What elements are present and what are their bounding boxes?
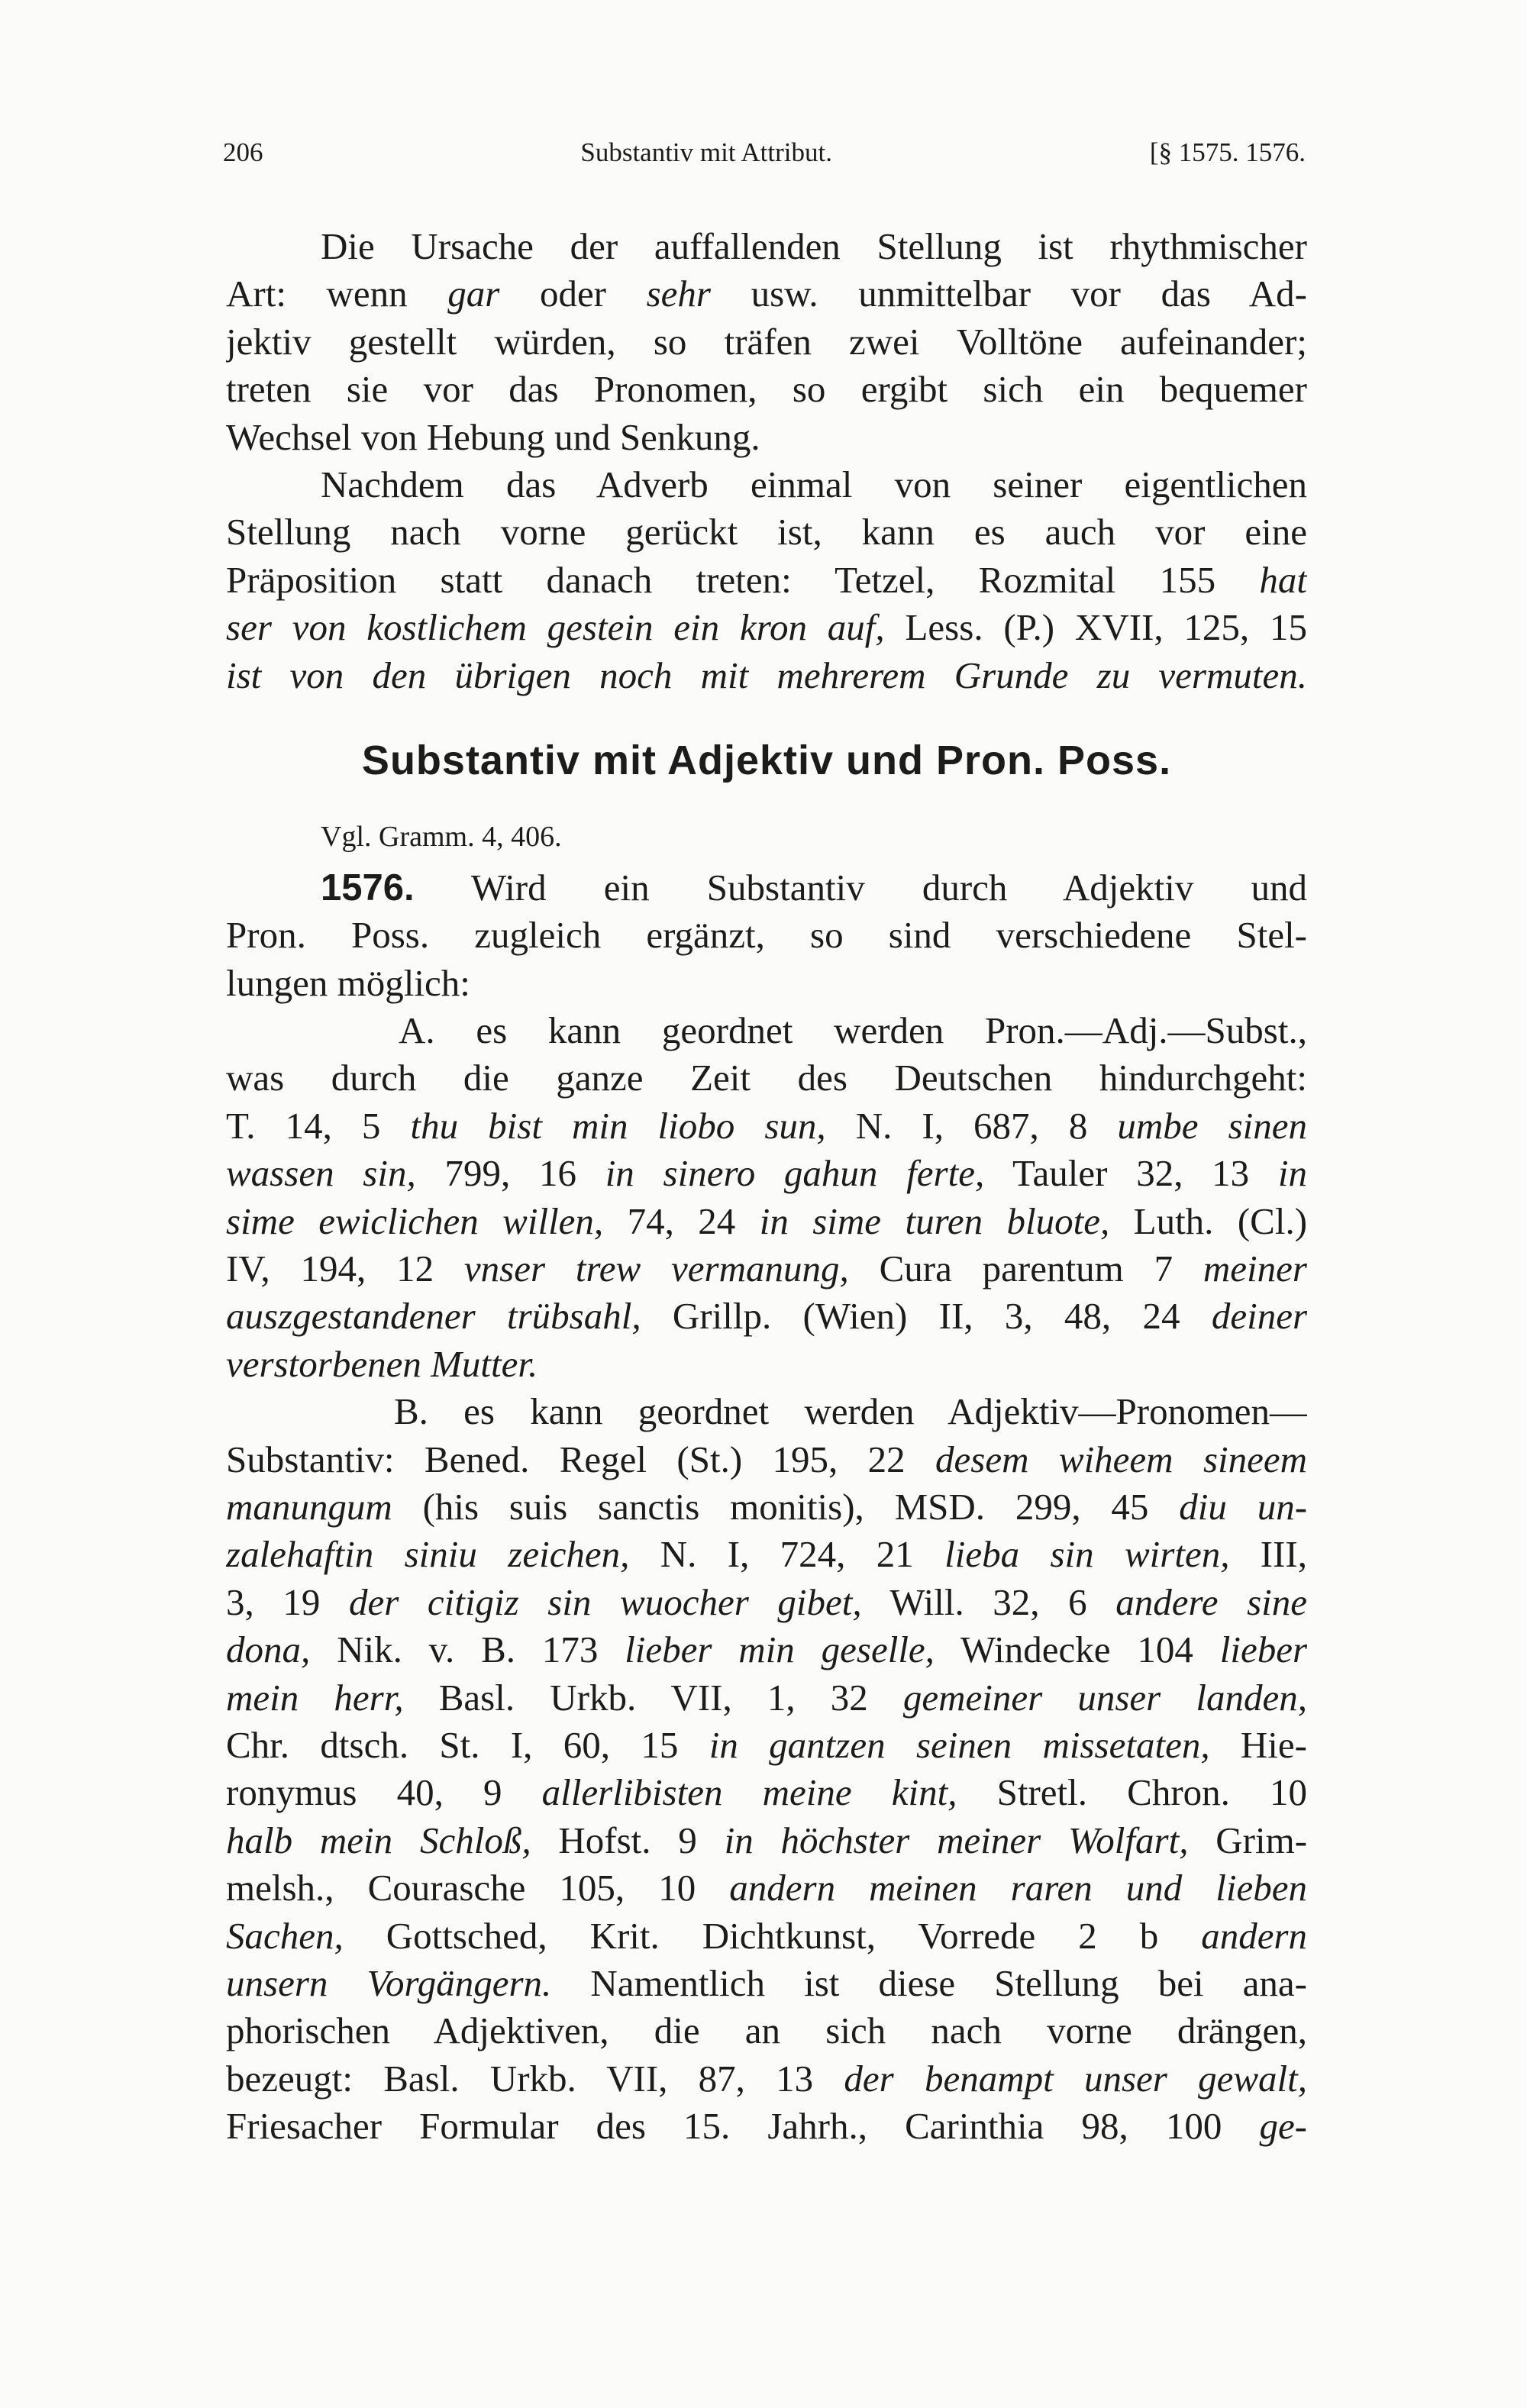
text-line: 1576. Wird ein Substantiv durch Adjektiv und	[321, 866, 1307, 909]
text-line: wassen sin, 799, 16 in sinero gahun ferte, Tauler 32, 13 in	[226, 1152, 1307, 1195]
text-line: zalehaftin siniu zeichen, N. I, 724, 21 lieba sin wirten, III,	[226, 1533, 1307, 1576]
text-line: Stellung nach vorne gerückt ist, kann es auch vor eine	[226, 511, 1307, 554]
running-head	[223, 137, 1306, 168]
text-line: unsern Vorgängern. Namentlich ist diese Stellung bei ana-	[226, 1961, 1307, 2004]
text-line: jektiv gestellt würden, so träfen zwei Volltöne aufeinander;	[226, 320, 1307, 363]
text-line: halb mein Schloß, Hofst. 9 in höchster meiner Wolfart, Grim-	[226, 1819, 1307, 1861]
paragraph-number: 1576.	[321, 867, 415, 909]
page-number: 206	[223, 137, 263, 167]
text-line: ser von kostlichem gestein ein kron auf, Less. (P.) XVII, 125, 15	[226, 606, 1307, 649]
text-line: sime ewiclichen willen, 74, 24 in sime turen bluote, Luth. (Cl.)	[226, 1199, 1307, 1242]
text-line: Präposition statt danach treten: Tetzel, Rozmital 155 hat	[226, 558, 1307, 601]
text-line: manungum (his suis sanctis monitis), MSD. 299, 45 diu un-	[226, 1485, 1307, 1528]
body-text	[226, 223, 1307, 2150]
text-line: Art: wenn gar oder sehr usw. unmittelbar vor das Ad-	[226, 273, 1307, 315]
text-line: mein herr, Basl. Urkb. VII, 1, 32 gemeiner unser landen,	[226, 1676, 1307, 1719]
text-line: Die Ursache der auffallenden Stellung ist rhythmischer	[321, 225, 1307, 267]
text-line: Wechsel von Hebung und Senkung.	[226, 415, 760, 458]
text-line: phorischen Adjektiven, die an sich nach vorne drängen,	[226, 2009, 1307, 2052]
text-line: B. es kann geordnet werden Adjektiv—Pronomen—	[394, 1390, 1307, 1433]
text-line: ronymus 40, 9 allerlibisten meine kint, Stretl. Chron. 10	[226, 1771, 1307, 1814]
text-line: Substantiv: Bened. Regel (St.) 195, 22 desem wiheem sineem	[226, 1438, 1307, 1480]
section-heading: Substantiv mit Adjektiv und Pron. Poss.	[361, 737, 1172, 783]
grammar-reference: Vgl. Gramm. 4, 406.	[321, 820, 562, 853]
text-line: 3, 19 der citigiz sin wuocher gibet, Will. 32, 6 andere sine	[226, 1580, 1307, 1623]
text-line: Chr. dtsch. St. I, 60, 15 in gantzen seinen missetaten, Hie-	[226, 1723, 1307, 1766]
text-line: ist von den übrigen noch mit mehrerem Grunde zu vermuten.	[226, 654, 1307, 696]
text-line: lungen möglich:	[226, 961, 470, 1004]
text-line: Pron. Poss. zugleich ergänzt, so sind verschiedene Stel-	[226, 914, 1307, 957]
text-line: bezeugt: Basl. Urkb. VII, 87, 13 der benampt unser gewalt,	[226, 2057, 1307, 2100]
running-title: Substantiv mit Attribut.	[580, 137, 832, 167]
text-line: Friesacher Formular des 15. Jahrh., Carinthia 98, 100 ge-	[226, 2105, 1307, 2148]
section-reference: [§ 1575. 1576.	[1149, 137, 1306, 167]
text-line: treten sie vor das Pronomen, so ergibt sich ein bequemer	[226, 368, 1307, 411]
text-line: auszgestandener trübsahl, Grillp. (Wien) II, 3, 48, 24 deiner	[226, 1295, 1307, 1338]
text-line: melsh., Courasche 105, 10 andern meinen raren und lieben	[226, 1867, 1307, 1909]
text-line: IV, 194, 12 vnser trew vermanung, Cura parentum 7 meiner	[226, 1248, 1307, 1290]
text-line: dona, Nik. v. B. 173 lieber min geselle, Windecke 104 lieber	[226, 1628, 1307, 1671]
text-line: Nachdem das Adverb einmal von seiner eigentlichen	[321, 463, 1307, 505]
text-line: was durch die ganze Zeit des Deutschen hindurchgeht:	[226, 1057, 1307, 1099]
text-line: T. 14, 5 thu bist min liobo sun, N. I, 687, 8 umbe sinen	[226, 1104, 1307, 1147]
text-line: A. es kann geordnet werden Pron.—Adj.—Subst.,	[399, 1009, 1307, 1052]
text-line: Sachen, Gottsched, Krit. Dichtkunst, Vorrede 2 b andern	[226, 1914, 1307, 1957]
text-line: verstorbenen Mutter.	[226, 1342, 538, 1385]
